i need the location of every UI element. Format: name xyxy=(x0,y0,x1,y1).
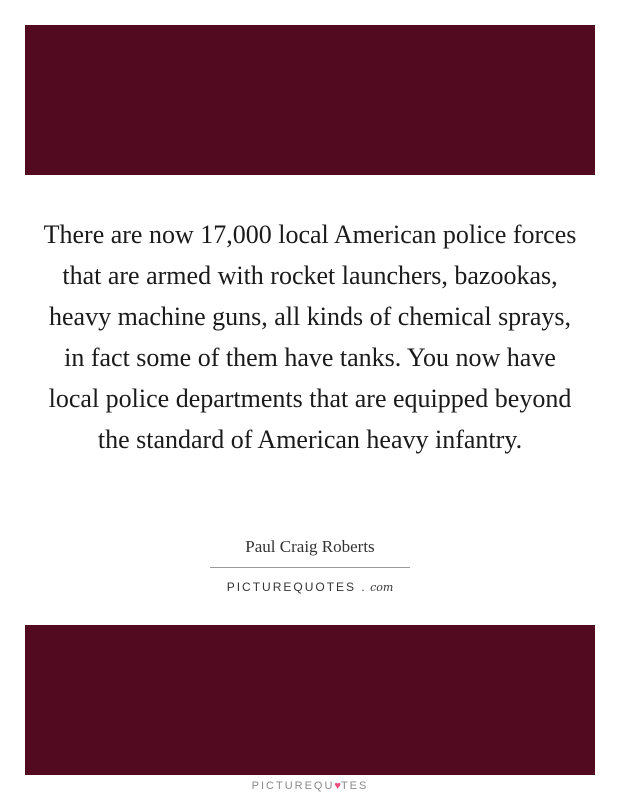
watermark-suffix: com xyxy=(370,581,394,594)
top-color-band xyxy=(25,25,595,175)
author-name: Paul Craig Roberts xyxy=(245,537,375,556)
watermark-dot: . xyxy=(361,580,365,594)
footer-logo-suffix: TES xyxy=(340,780,369,792)
quote-text: There are now 17,000 local American police forces that are armed with rocket launchers, bazookas, heavy machine guns, all kinds of chemical sprays, in fact some of them have tanks. You now have local police departments that are equipped beyond the standard of American heavy infantry. xyxy=(43,220,577,454)
footer-logo-prefix: PICTUREQU xyxy=(251,780,335,792)
bottom-color-band xyxy=(25,625,595,775)
picturequotes-watermark xyxy=(0,580,620,594)
heart-icon: ♥ xyxy=(334,780,341,792)
divider xyxy=(210,567,410,568)
picturequotes-footer-logo xyxy=(0,780,620,792)
watermark-brand: PICTUREQUOTES xyxy=(226,580,357,594)
